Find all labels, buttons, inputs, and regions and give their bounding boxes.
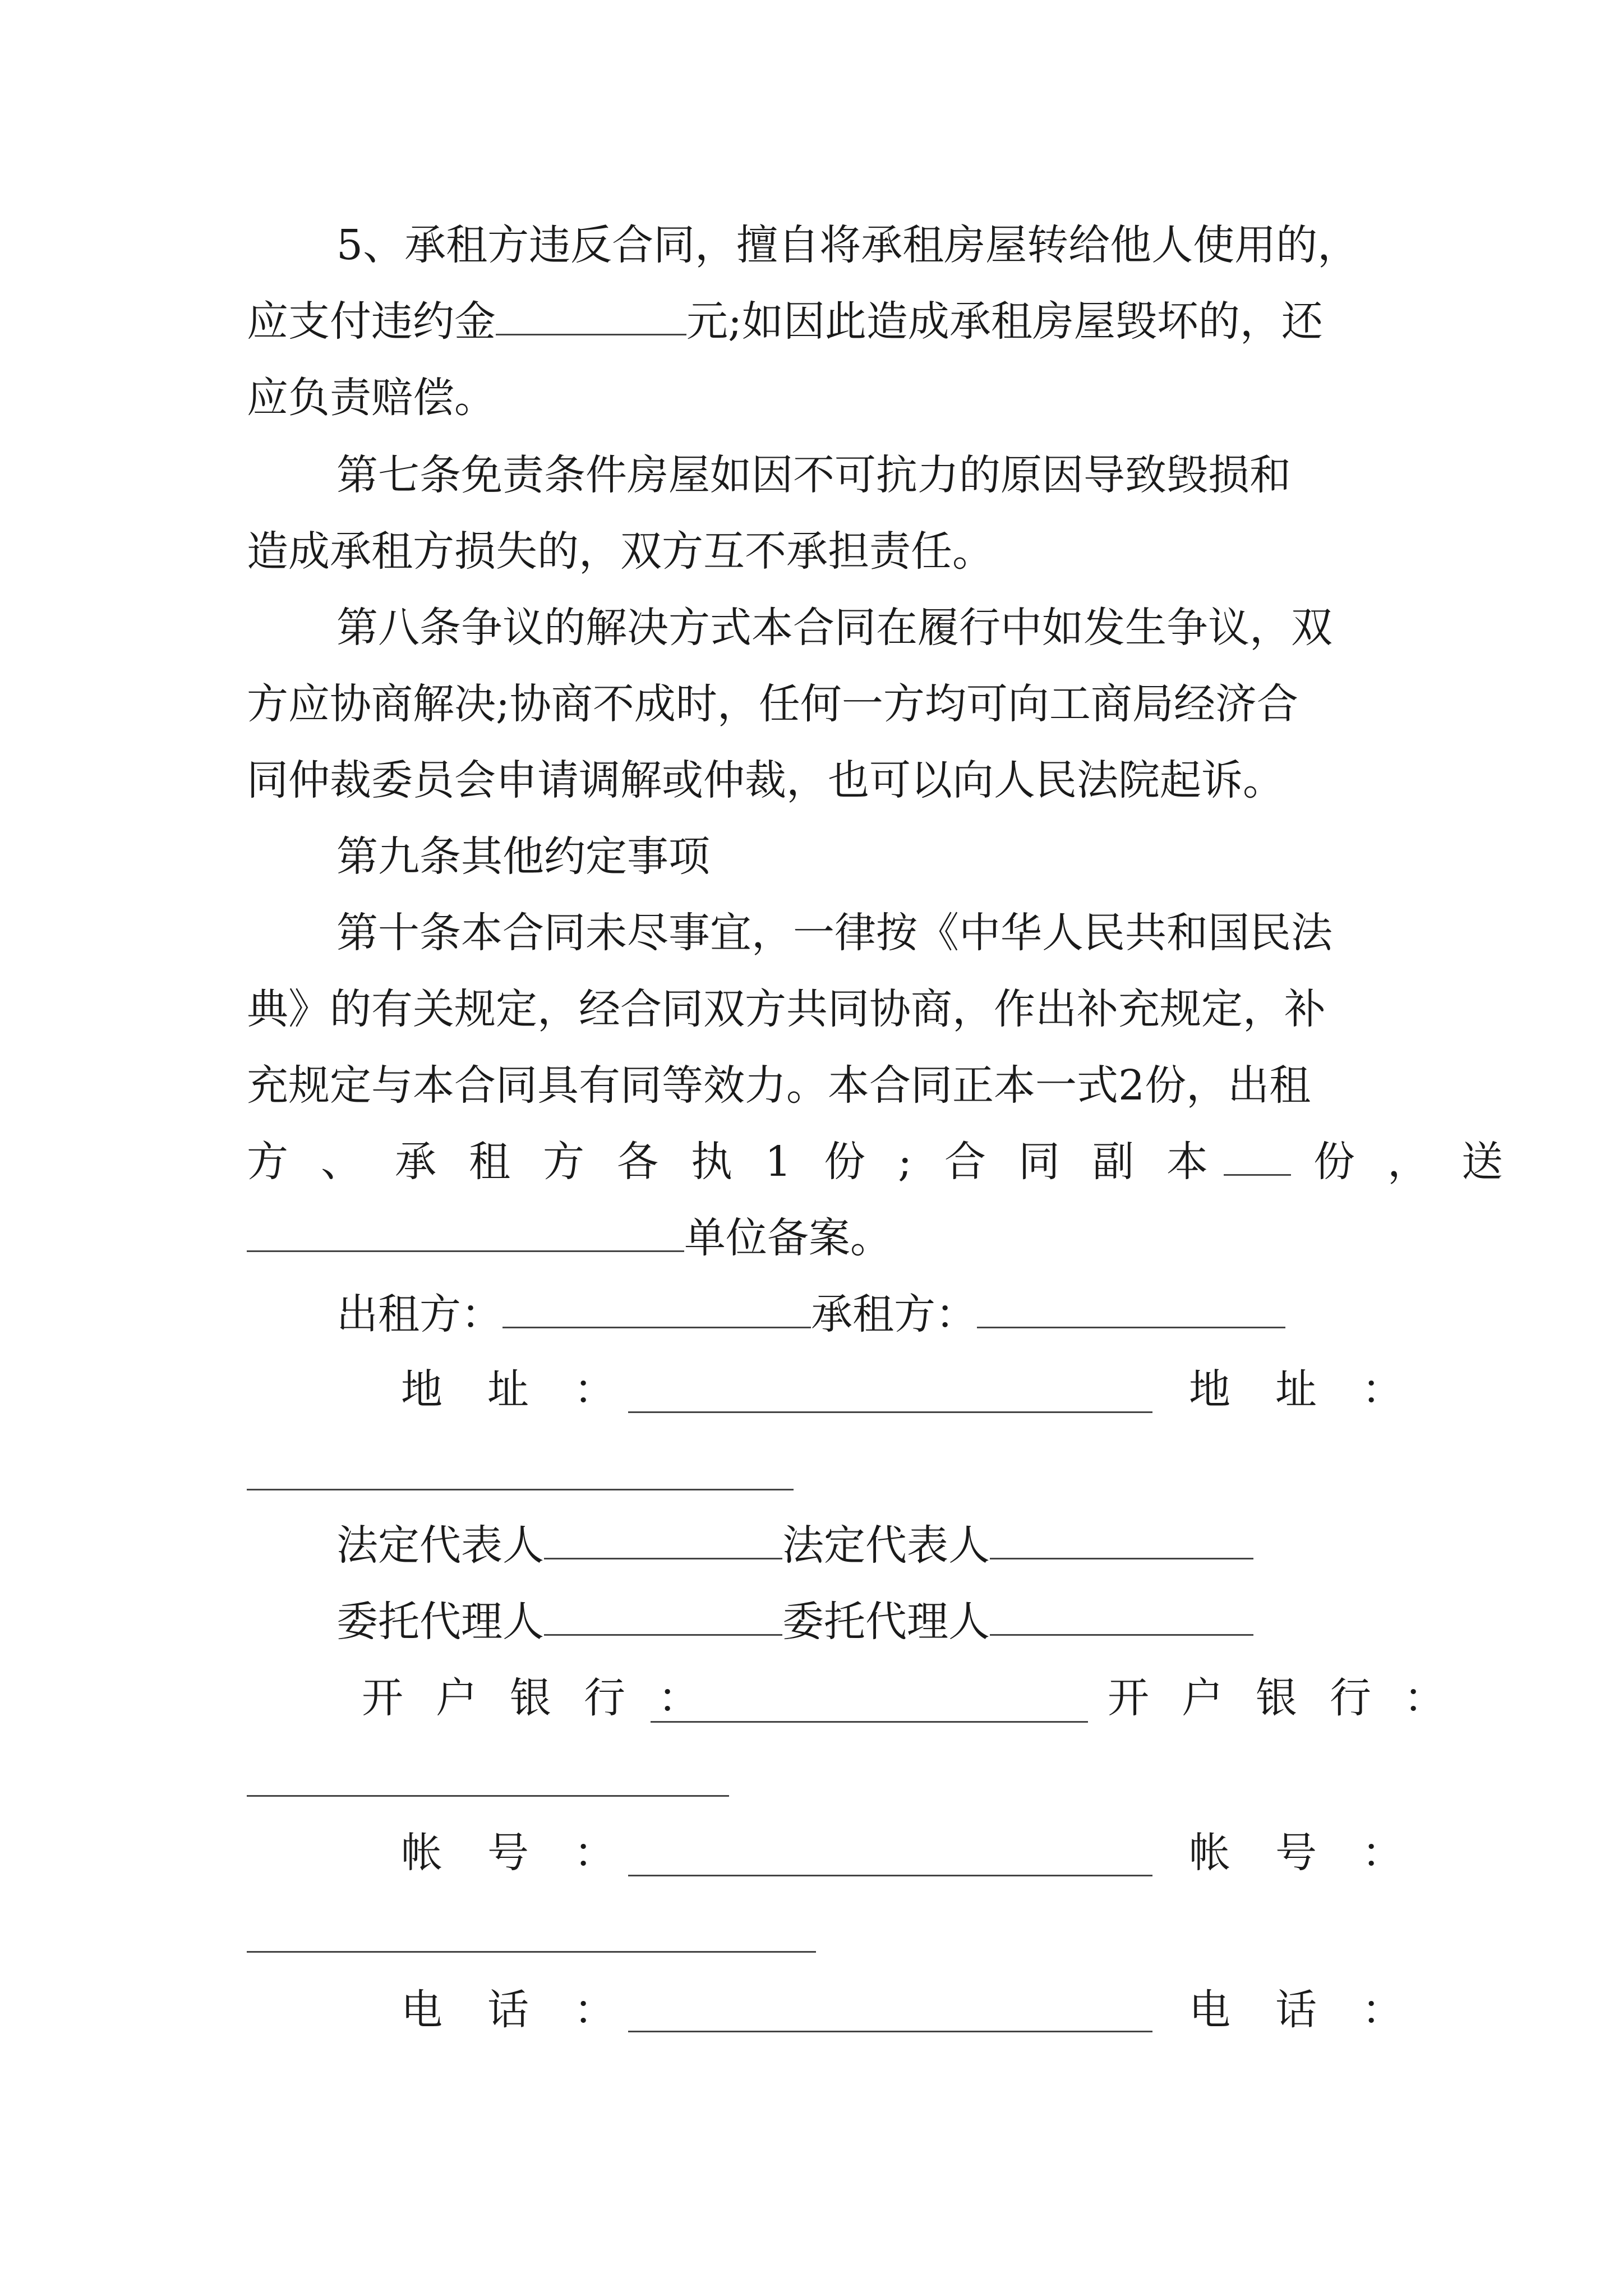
clause-8-line-2: 方应协商解决;协商不成时，任何一方均可向工商局经济合 [247,680,1298,728]
account-row-left [401,1829,660,1877]
lessor-legal-rep-blank [544,1556,782,1559]
clause-10-line-4 [247,1138,1536,1186]
lessee-agent-label: 委托代理人 [782,1598,990,1646]
clause-9-heading: 第九条其他约定事项 [336,832,710,881]
copies-count-blank [1224,1172,1291,1176]
clause-10-line-5 [247,1214,892,1262]
lessor-address-blank [628,1411,1152,1413]
lessee-blank [977,1324,1285,1328]
address-row-right [1189,1365,1448,1414]
lessor-blank [502,1324,811,1328]
clause-10-line-2: 典》的有关规定，经合同双方共同协商，作出补充规定，补 [247,985,1326,1033]
lessee-legal-rep-blank [990,1556,1253,1559]
lessee-bank-label: 开户银行： [1108,1674,1478,1722]
lessor-legal-rep-label: 法定代表人 [336,1521,544,1570]
clause-5-line-2 [247,297,1323,346]
lessee-agent-blank [990,1632,1253,1636]
lessee-account-blank [247,1951,816,1953]
lessor-agent-blank [544,1632,782,1636]
lessor-label: 出租方： [336,1290,502,1338]
lessor-account-blank [628,1875,1152,1876]
lessee-address-label: 地址： [1189,1365,1448,1414]
clause-5-text-b: 元;如因此造成承租房屋毁坏的，还 [686,297,1323,346]
phone-row-right [1189,1986,1448,2034]
lessor-bank-label: 开户银行： [362,1674,732,1722]
clause-8-line-1: 第八条争议的解决方式本合同在履行中如发生争议，双 [336,604,1332,652]
clause-7-line-1: 第七条免责条件房屋如因不可抗力的原因导致毁损和 [336,451,1291,499]
account-row-right [1189,1829,1448,1877]
lessor-phone-blank [628,2031,1152,2032]
lessee-label: 承租方： [811,1290,977,1338]
lessee-address-blank [247,1489,794,1490]
bank-row-right [1108,1674,1478,1722]
lessee-phone-label: 电话： [1189,1986,1448,2034]
agent-row [336,1598,1253,1646]
lessor-account-label: 帐号： [401,1829,660,1877]
legal-rep-row [336,1521,1253,1570]
penalty-amount-blank [496,332,686,335]
lessor-bank-blank [651,1721,1088,1723]
clause-7-line-2: 造成承租方损失的，双方互不承担责任。 [247,527,994,576]
lessee-account-label: 帐号： [1189,1829,1448,1877]
filing-unit-blank [247,1248,684,1252]
phone-row-left [401,1986,660,2034]
bank-row-left [362,1674,732,1722]
lessee-bank-blank [247,1795,729,1797]
filing-text: 单位备案。 [684,1214,892,1262]
lessee-legal-rep-label: 法定代表人 [782,1521,990,1570]
lessor-agent-label: 委托代理人 [336,1598,544,1646]
clause-5-line-3: 应负责赔偿。 [247,374,496,422]
party-row [336,1290,1285,1338]
lessor-address-label: 地址： [401,1365,660,1414]
copies-text-b: 份，送 [1313,1138,1536,1186]
clause-8-line-3: 同仲裁委员会申请调解或仲裁，也可以向人民法院起诉。 [247,756,1284,804]
clause-10-line-3: 充规定与本合同具有同等效力。本合同正本一式2份，出租 [247,1061,1311,1110]
clause-5-line-1: 5、承租方违反合同，擅自将承租房屋转给他人使用的， [336,221,1359,269]
clause-5-text-a: 应支付违约金 [247,297,496,346]
address-row-left [401,1365,660,1414]
copies-text-a: 方、承租方各执1份;合同副本 [247,1138,1241,1186]
clause-10-line-1: 第十条本合同未尽事宜，一律按《中华人民共和国民法 [336,909,1332,957]
lessor-phone-label: 电话： [401,1986,660,2034]
